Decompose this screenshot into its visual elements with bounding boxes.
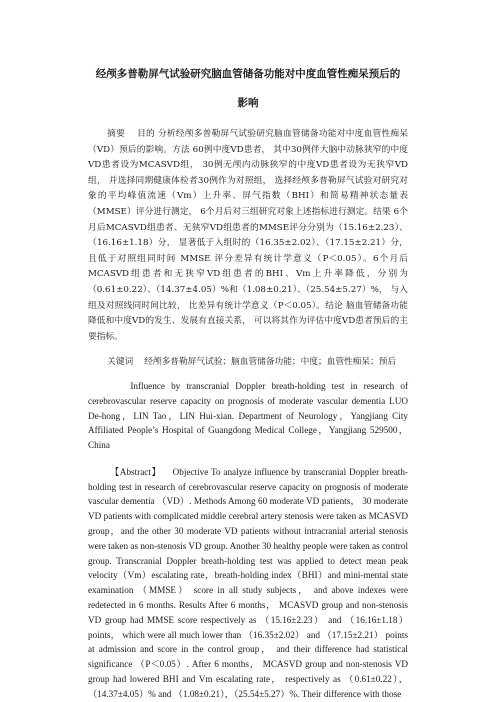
abstract-text-en: Objective To analyze influence by transcranial Doppler breath-holding test in research of cerebrovascular reserve capacity on prognosis of moderate vascular dementia （VD）. Methods Among 60 moderate VD patients， 30 moderate VD patients with complicated middle cerebral artery stenosis were taken as MCASVD group，and the other 30 moderate VD patients without intracranial arterial stenosis were taken as non-stenosis VD group. Another 30 healthy people were taken as control group. Transcranial Doppler breath-holding test was applied to detect mean peak velocity（Vm）escalating rate，breath-holding index（BHI）and mini-mental state examination （MMSE） score in all study subjects， and above indexes were redetected in 6 months. Results After 6 months， MCASVD group and non-stenosis VD group had MMSE score respectively as （15.16±2.23） and （16.16±1.18） points， which were all much lower than （16.35±2.02） and （17.15±2.21） points at admission and score in the control group， and their difference had statistical significance （P＜0.05）. After 6 months， MCASVD group and non-stenosis VD group had lowered BHI and Vm escalating rate， respectively as （0.61±0.22），（14.37±4.05）% and （1.08±0.21），（25.54±5.27）%. Their difference with those [88, 466, 408, 699]
english-title-affiliation [88, 379, 408, 453]
english-heading-text: Influence by transcranial Doppler breath-holding test in research of cerebrovascular reserve capacity on prognosis of moderate vascular dementia LUO De-hong，LIN Tao，LIN Hui-xian. Department of Neurology，Yangjiang City Affiliated People’s Hospital of Guangdong Medical College，Yangjiang 529500，China [88, 380, 408, 451]
title-line-2: 影响 [237, 97, 259, 109]
keywords-text-cn: 经颅多普勒屏气试验；脑血管储备功能；中度；血管性痴呆；预后 [144, 357, 397, 368]
abstract-text-cn: 目的 分析经颅多普勒屏气试验研究脑血管储备功能对中度血管性痴呆（VD）预后的影响。方法 60例中度VD患者， 其中30例伴大脑中动脉狭窄的中度VD患者设为MCASVD组， 30例无颅内动脉狭窄的中度VD患者设为无狭窄VD组， 并选择同期健康体检者30例作为对照组， 选择经颅多普勒屏气试验对研究对象的平均峰值流速（Vm）上升率、屏气指数（BHI）和简易精神状态量表（MMSE）评分进行测定， 6个月后对三组研究对象上述指标进行测定。结果 6个月后MCASVD组患者、无狭窄VD组患者的MMSE评分分别为（15.16±2.23）、（16.16±1.18）分， 显著低于入组时的（16.35±2.02）、（17.15±2.21）分， 且低于对照组同时间 MMSE 评分差异有统计学意义（P＜0.05）。6个月后MCASVD组患者和无狭窄VD组患者的BHI、Vm上升率降低，分别为（0.61±0.22）、（14.37±4.05）%和（1.08±0.21）、（25.54±5.27）%， 与入组及对照线同时间比较， 比差异有统计学意义（P＜0.05）。结论 脑血管储备功能降低和中度VD的发生、发展有直接关系， 可以将其作为评估中度VD患者预后的主要指标。 [88, 129, 409, 342]
chinese-abstract [88, 127, 408, 345]
abstract-label-cn: 摘要 [107, 129, 126, 139]
keywords-label-cn: 关键词 [107, 357, 134, 368]
page-title [82, 66, 414, 111]
title-line-1: 经颅多普勒屏气试验研究脑血管储备功能对中度血管性痴呆预后的 [95, 68, 401, 80]
chinese-keywords [88, 355, 408, 371]
english-abstract [88, 465, 408, 702]
abstract-label-en: 【Abstract】 [110, 466, 162, 477]
